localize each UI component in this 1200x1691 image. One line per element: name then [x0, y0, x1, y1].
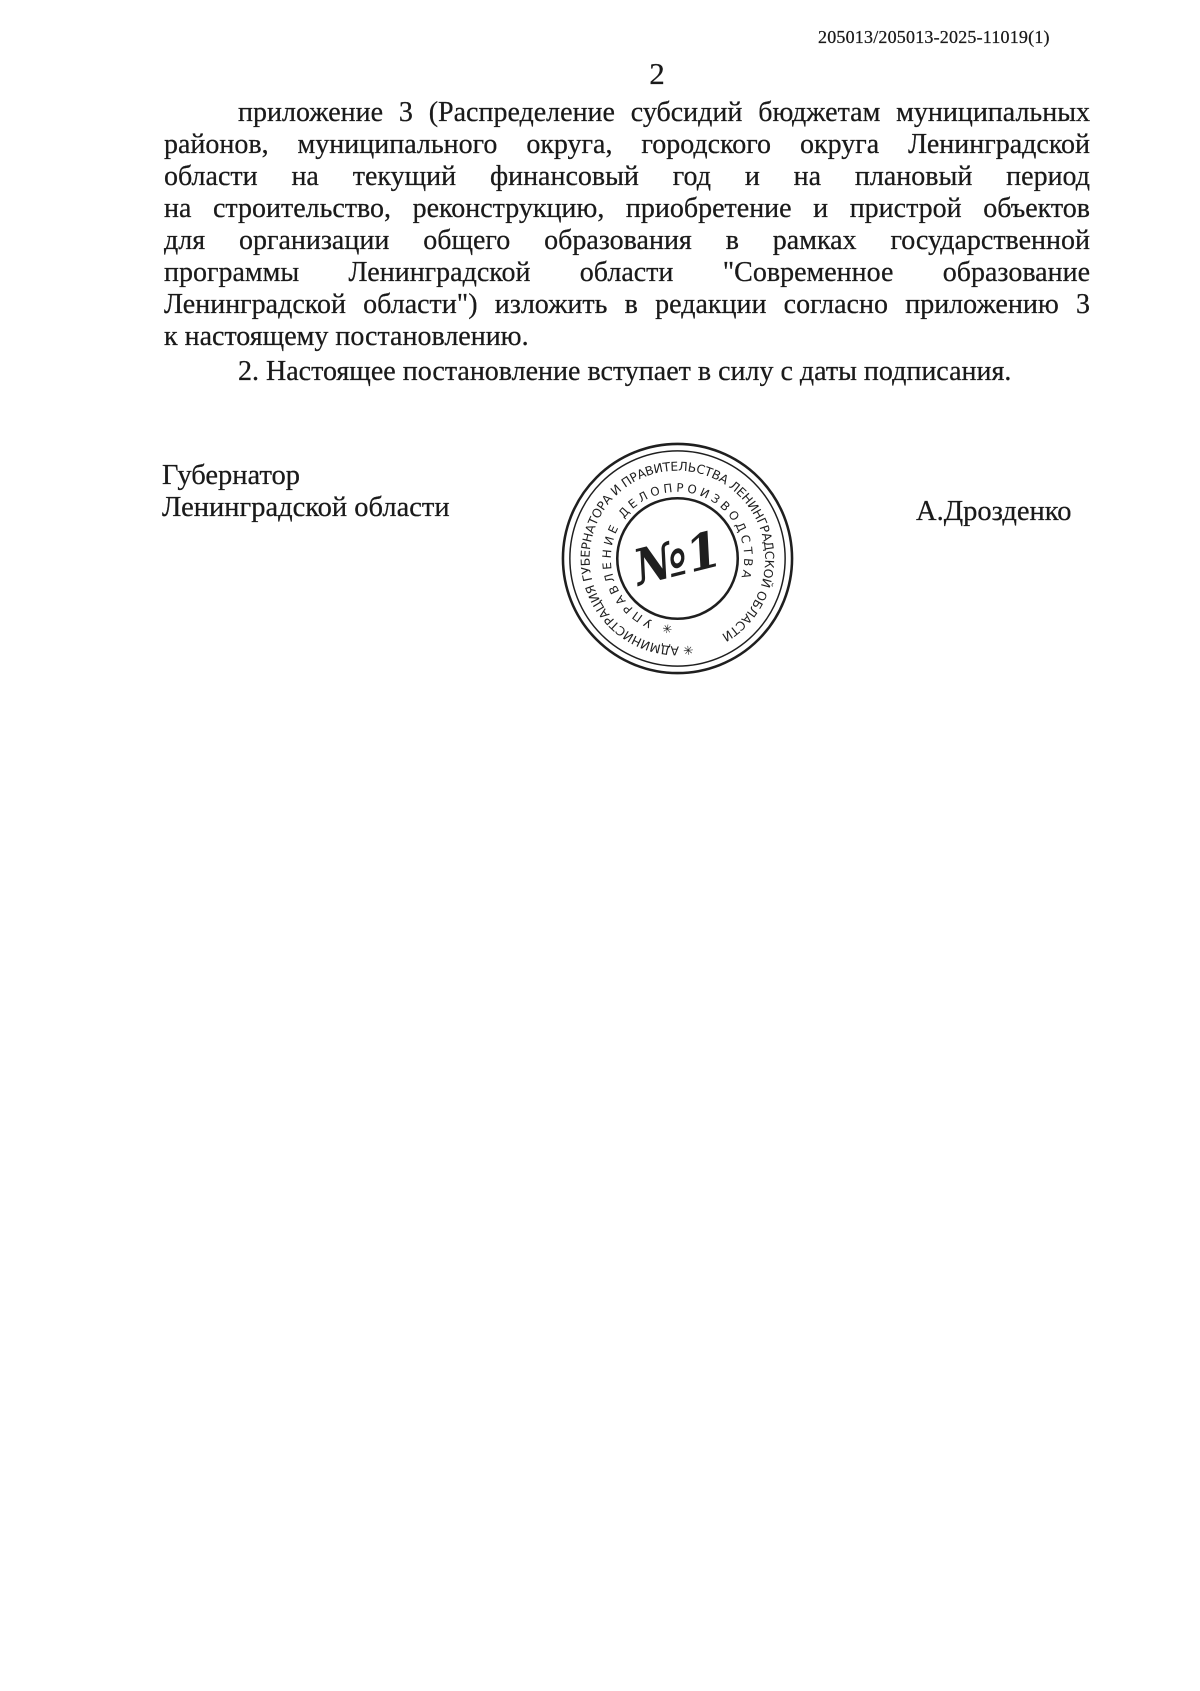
- paragraph-line: Ленинградской области") изложить в редакции согласно приложению 3: [164, 289, 1090, 320]
- paragraph-line: на строительство, реконструкцию, приобретение и пристрой объектов: [164, 193, 1090, 224]
- signatory-title-line-1: Губернатор: [162, 460, 301, 491]
- stamp-center-number: №1: [627, 519, 728, 598]
- signatory-title-line-2: Ленинградской области: [162, 491, 450, 523]
- paragraph-line: к настоящему постановлению.: [164, 321, 529, 352]
- stamp-inner-ring-text: ✳ УПРАВЛЕНИЕ ДЕЛОПРОИЗВОДСТВА: [599, 480, 756, 637]
- paragraph-2: 2. Настоящее постановление вступает в силу с даты подписания.: [238, 356, 1012, 387]
- signatory-name: А.Дрозденко: [916, 496, 1072, 527]
- official-stamp: [559, 440, 796, 677]
- paragraph-line: районов, муниципального округа, городского округа Ленинградской: [164, 129, 1090, 160]
- paragraph-line: приложение 3 (Распределение субсидий бюджетам муниципальных: [238, 97, 1090, 128]
- document-reference-number: 205013/205013-2025-11019(1): [818, 27, 1050, 47]
- paragraph-line: для организации общего образования в рамках государственной: [164, 225, 1090, 256]
- signatory-title: [162, 460, 450, 523]
- paragraph-line: программы Ленинградской области "Современное образование: [164, 257, 1090, 288]
- paragraph-line: области на текущий финансовый год и на плановый период: [164, 161, 1090, 192]
- body-text: [164, 97, 1090, 388]
- stamp-outer-ring-text: ✳ АДМИНИСТРАЦИЯ ГУБЕРНАТОРА И ПРАВИТЕЛЬСТВА ЛЕНИНГРАДСКОЙ ОБЛАСТИ: [578, 459, 777, 658]
- page-number: 2: [649, 56, 665, 91]
